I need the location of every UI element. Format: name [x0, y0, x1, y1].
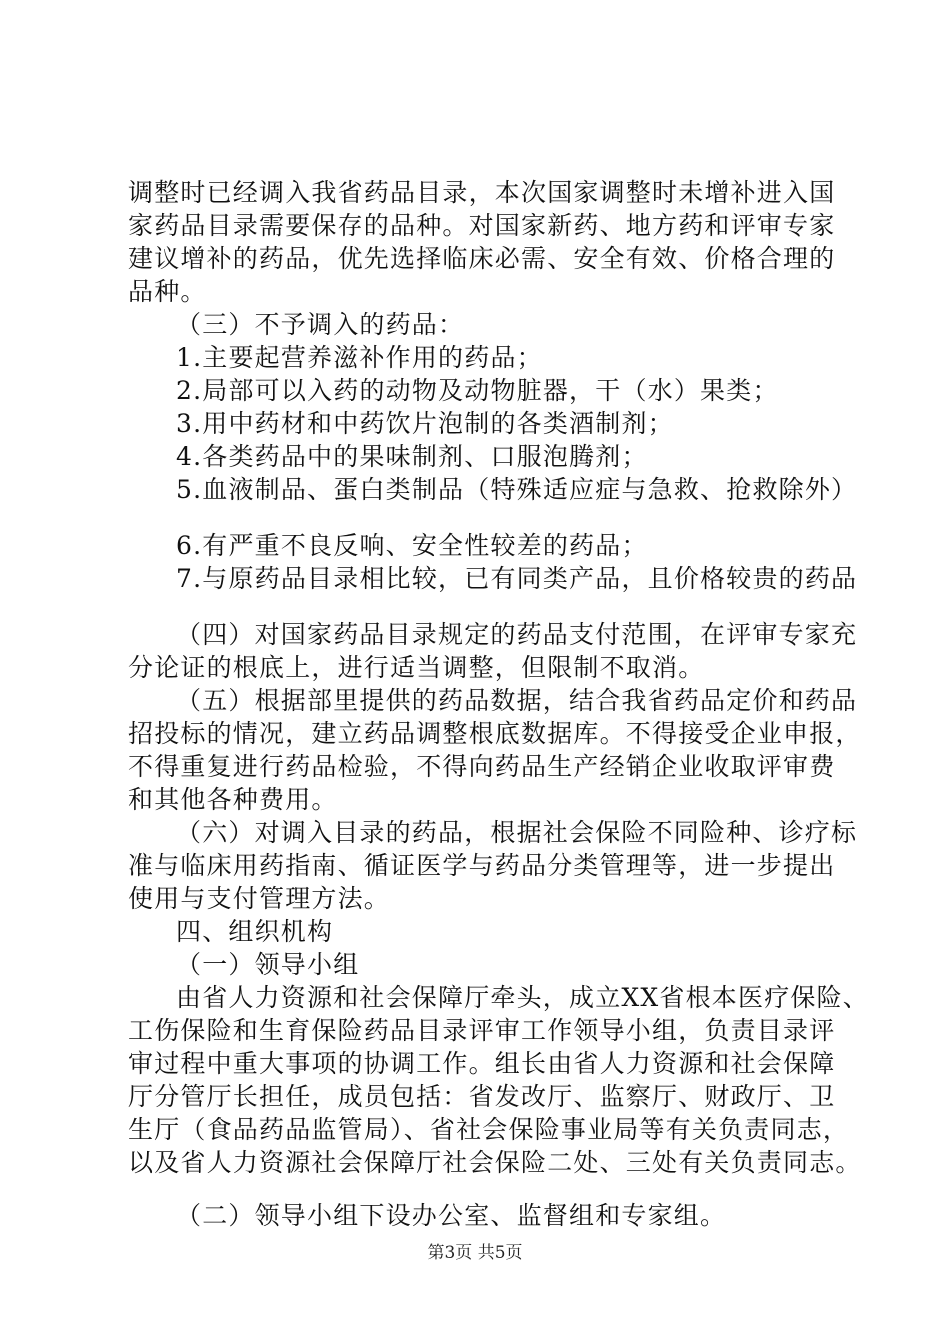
list-item: 7.与原药品目录相比较，已有同类产品，且价格较贵的药品: [176, 564, 858, 593]
paragraph-line: （六）对调入目录的药品，根据社会保险不同险种、诊疗标: [176, 818, 858, 847]
list-item: 6.有严重不良反响、安全性较差的药品；: [176, 531, 648, 560]
paragraph-line: 生厅（食品药品监管局）、省社会保险事业局等有关负责同志，: [128, 1115, 850, 1144]
paragraph-line: 和其他各种费用。: [128, 785, 338, 814]
section-heading: 四、组织机构: [176, 917, 334, 946]
paragraph-line: 不得重复进行药品检验，不得向药品生产经销企业收取评审费: [128, 752, 836, 781]
paragraph-line: 建议增补的药品，优先选择临床必需、安全有效、价格合理的: [128, 244, 836, 273]
paragraph-line: 以及省人力资源社会保障厅社会保险二处、三处有关负责同志。: [128, 1148, 862, 1177]
paragraph-line: 由省人力资源和社会保障厅牵头，成立XX省根本医疗保险、: [176, 983, 869, 1012]
section-heading: （三）不予调入的药品：: [176, 310, 465, 339]
paragraph-line: 分论证的根底上，进行适当调整，但限制不取消。: [128, 653, 705, 682]
list-item: 3.用中药材和中药饮片泡制的各类酒制剂；: [176, 409, 674, 438]
list-item: 2.局部可以入药的动物及动物脏器，干（水）果类；: [176, 376, 779, 405]
paragraph-line: 调整时已经调入我省药品目录，本次国家调整时未增补进入国: [128, 178, 836, 207]
page-number-footer: 第3页 共5页: [427, 1243, 523, 1263]
paragraph-line: （五）根据部里提供的药品数据，结合我省药品定价和药品: [176, 686, 858, 715]
list-item: 1.主要起营养滋补作用的药品；: [176, 343, 543, 372]
paragraph-line: 使用与支付管理方法。: [128, 884, 391, 913]
list-item: 5.血液制品、蛋白类制品（特殊适应症与急救、抢救除外）: [176, 475, 858, 504]
paragraph-line: 品种。: [128, 277, 207, 306]
paragraph-line: 工伤保险和生育保险药品目录评审工作领导小组，负责目录评: [128, 1016, 836, 1045]
list-item: 4.各类药品中的果味制剂、口服泡腾剂；: [176, 442, 648, 471]
subsection-heading: （一）领导小组: [176, 950, 360, 979]
paragraph-line: 准与临床用药指南、循证医学与药品分类管理等，进一步提出: [128, 851, 836, 880]
paragraph-line: 厅分管厅长担任，成员包括：省发改厅、监察厅、财政厅、卫: [128, 1082, 836, 1111]
paragraph-line: （四）对国家药品目录规定的药品支付范围，在评审专家充: [176, 620, 858, 649]
paragraph-line: 审过程中重大事项的协调工作。组长由省人力资源和社会保障: [128, 1049, 836, 1078]
subsection-heading: （二）领导小组下设办公室、监督组和专家组。: [176, 1201, 727, 1230]
paragraph-line: 家药品目录需要保存的品种。对国家新药、地方药和评审专家: [128, 211, 836, 240]
paragraph-line: 招投标的情况，建立药品调整根底数据库。不得接受企业申报，: [128, 719, 862, 748]
